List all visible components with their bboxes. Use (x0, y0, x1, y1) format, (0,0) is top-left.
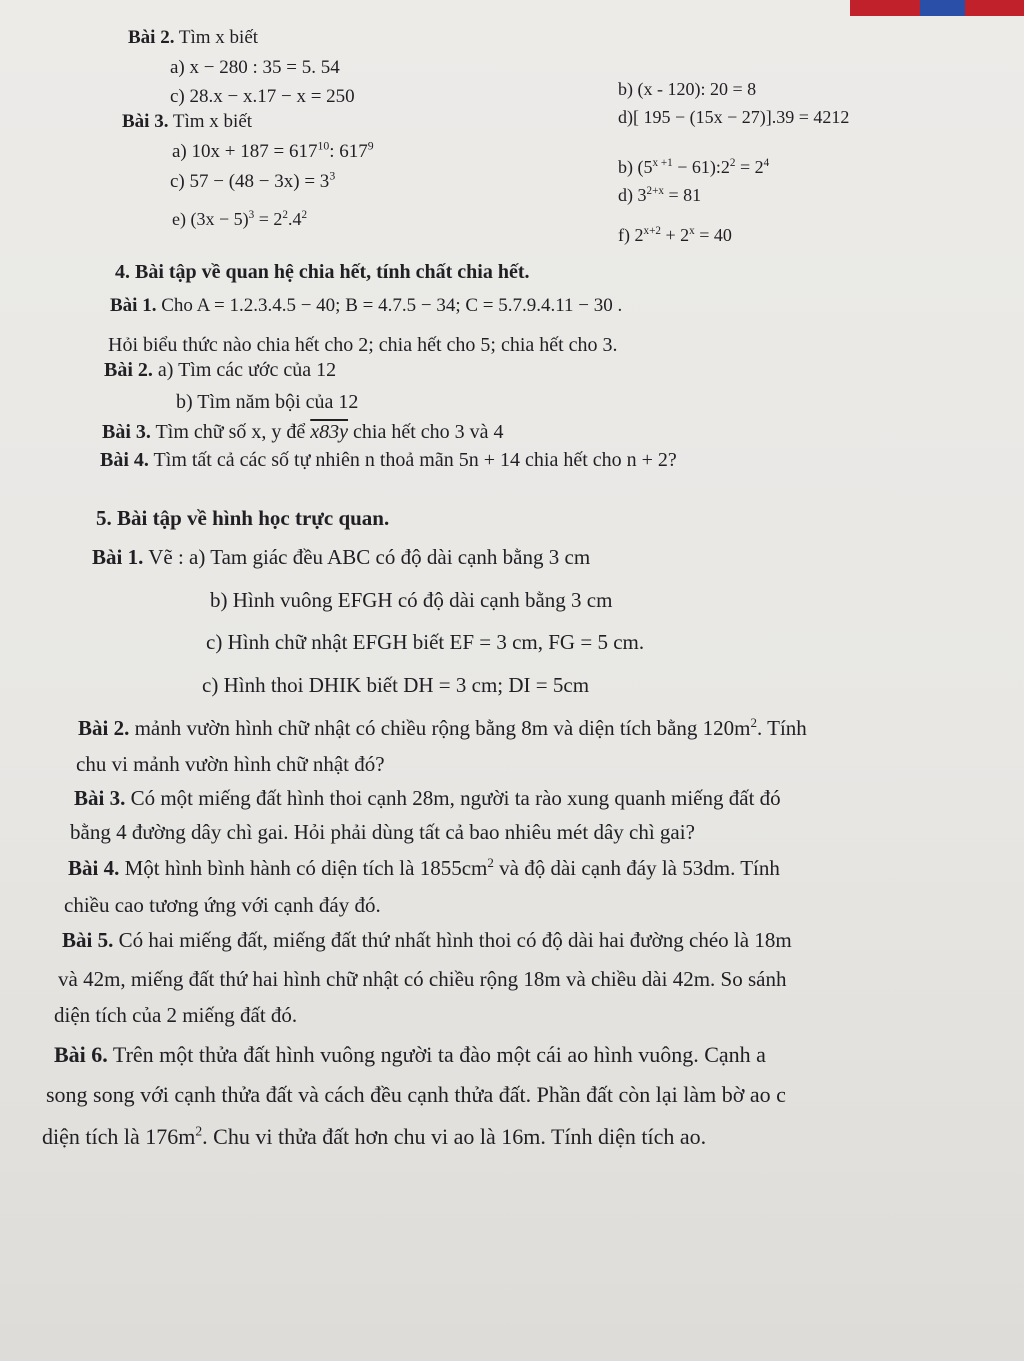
sec5-bai1-a: Bài 1. Vẽ : a) Tam giác đều ABC có độ dài cạnh bằng 3 cm (92, 545, 591, 569)
bai3-item-a: a) $10x + 187 = 617^{10}$: $617^9$ (172, 139, 374, 162)
bai3-heading: Bài 3. Tìm x biết (122, 111, 253, 132)
sec5-bai6-line3: diện tích là $176m^2$. Chu vi thửa đất hơn chu vi ao là 16m. Tính diện tích ao. (42, 1123, 707, 1149)
sec5-bai2: Bài 2. mảnh vườn hình chữ nhật có chiều rộng bằng 8m và diện tích bằng $120m^2$. Tính (78, 715, 807, 740)
sec5-bai6: Bài 6. Trên một thửa đất hình vuông người ta đào một cái ao hình vuông. Cạnh a (54, 1042, 766, 1067)
sec5-bai1-c1: c) Hình chữ nhật EFGH biết EF = 3 cm, FG = 5 cm. (206, 630, 645, 654)
bai3-item-f: f) $2^{x+2} + 2^x = 40$ (618, 225, 732, 245)
top-decoration-stripe (965, 0, 1024, 16)
sec5-bai4: Bài 4. Một hình bình hành có diện tích là $1855cm^2$ và độ dài cạnh đáy là 53dm. Tính (68, 855, 780, 880)
bai3-item-c: c) $57 - (48 - 3x) = 3^3$ (170, 169, 336, 192)
top-decoration-stripe (850, 0, 920, 16)
sec5-bai6-line2: song song với cạnh thửa đất và cách đều cạnh thửa đất. Phần đất còn lại làm bờ ao c (46, 1082, 786, 1107)
sec5-bai4-line2: chiều cao tương ứng với cạnh đáy đó. (64, 893, 381, 917)
bai3-item-b: b) ($5^{x +1}$ − $61):2^2 = 2^4$ (618, 157, 770, 177)
sec5-bai1-b: b) Hình vuông EFGH có độ dài cạnh bằng 3 cm (210, 588, 613, 612)
sec4-bai1: Bài 1. Cho A = 1.2.3.4.5 − 40; B = 4.7.5 − 34; C = 5.7.9.4.11 − 30 . (110, 295, 623, 316)
bai2-item-a: a) x − 280 : 35 = 5. 54 (170, 57, 340, 78)
section-5-heading: 5. Bài tập về hình học trực quan. (96, 506, 390, 530)
bai3-item-d: d) $3^{2+x} = 81$ (618, 185, 702, 205)
sec5-bai2-line2: chu vi mảnh vườn hình chữ nhật đó? (76, 752, 385, 776)
bai3-item-e: e) $(3x - 5)^3 = 2^2.4^2$ (172, 209, 308, 229)
top-decoration-stripe (920, 0, 965, 16)
sec4-bai2-b: b) Tìm năm bội của 12 (176, 391, 359, 413)
bai2-item-b: b) (x - 120): 20 = 8 (618, 79, 757, 99)
bai2-item-c: c) 28.x − x.17 − x = 250 (170, 86, 355, 107)
sec5-bai5-line3: diện tích của 2 miếng đất đó. (54, 1003, 298, 1027)
section-4-heading: 4. Bài tập về quan hệ chia hết, tính chất chia hết. (115, 261, 530, 283)
sec4-bai2: Bài 2. a) Tìm các ước của 12 (104, 359, 337, 381)
overlined-number: x83y (310, 421, 349, 443)
sec4-bai4: Bài 4. Tìm tất cả các số tự nhiên n thoả mãn 5n + 14 chia hết cho n + 2? (100, 449, 677, 471)
sec4-bai1-question: Hỏi biểu thức nào chia hết cho 2; chia hết cho 5; chia hết cho 3. (108, 334, 618, 356)
sec5-bai3-line2: bằng 4 đường dây chì gai. Hỏi phải dùng tất cả bao nhiêu mét dây chì gai? (70, 820, 695, 844)
sec4-bai3: Bài 3. Tìm chữ số x, y để x83y chia hết cho 3 và 4 (102, 421, 504, 443)
sec5-bai1-c2: c) Hình thoi DHIK biết DH = 3 cm; DI = 5cm (202, 673, 590, 697)
sec5-bai5: Bài 5. Có hai miếng đất, miếng đất thứ nhất hình thoi có độ dài hai đường chéo là 18m (62, 928, 792, 952)
bai2-item-d: d)[ 195 − (15x − 27)].39 = 4212 (618, 107, 850, 127)
sec5-bai5-line2: và 42m, miếng đất thứ hai hình chữ nhật có chiều rộng 18m và chiều dài 42m. So sánh (58, 967, 787, 991)
bai2-heading: Bài 2. Tìm x biết (128, 27, 259, 48)
sec5-bai3: Bài 3. Có một miếng đất hình thoi cạnh 28m, người ta rào xung quanh miếng đất đó (74, 786, 781, 810)
